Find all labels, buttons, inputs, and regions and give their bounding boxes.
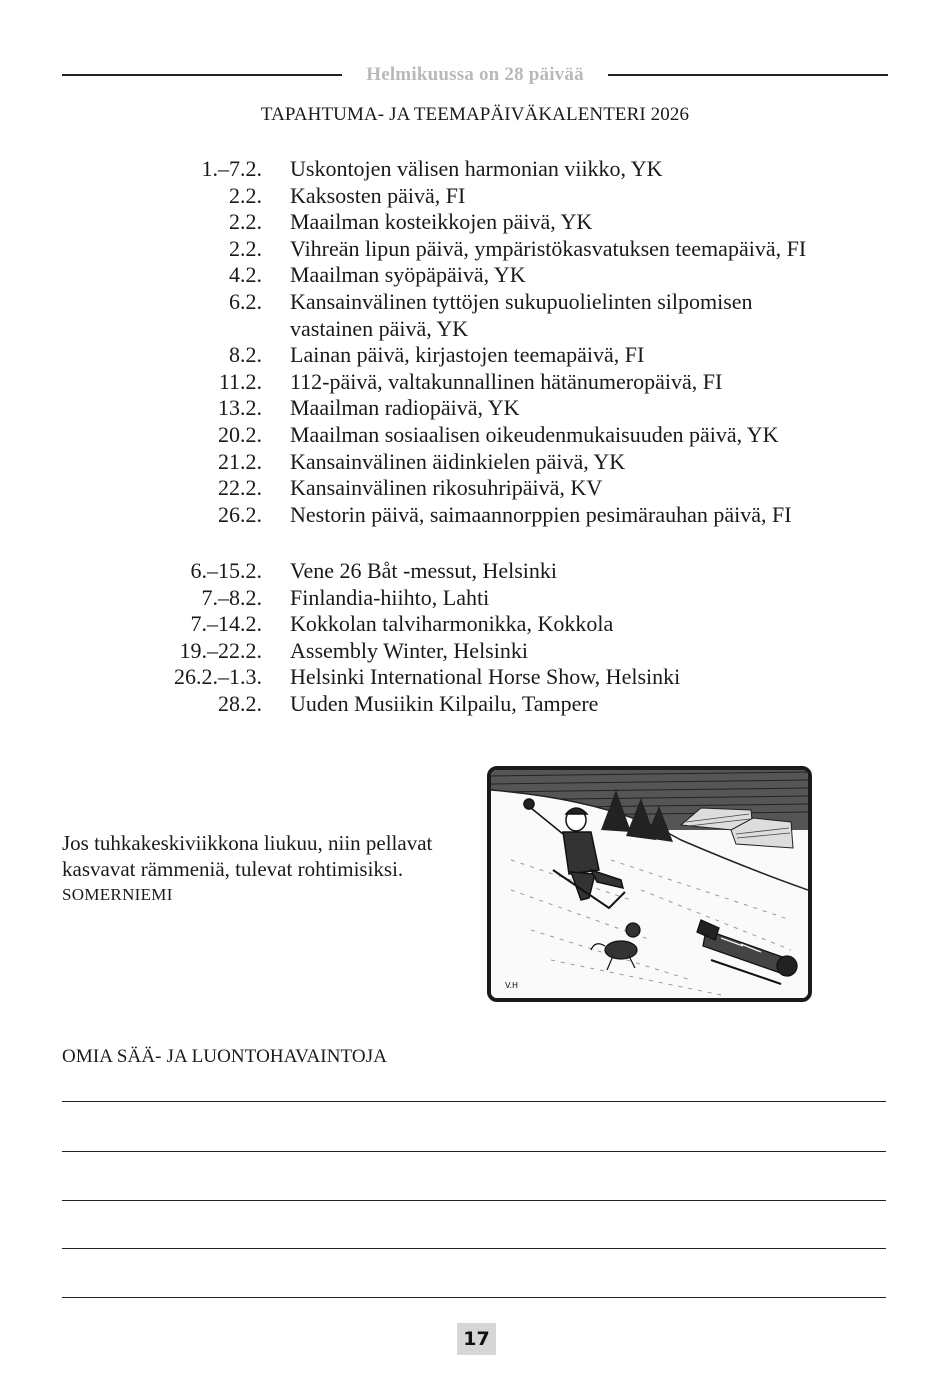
event-text: Vene 26 Båt -messut, Helsinki [290,558,558,583]
event-date: 21.2. [218,448,262,474]
event-text: Vihreän lipun päivä, ympäristökasvatuksen teemapäivä, FI [290,235,807,261]
list-item [0,664,950,691]
running-head [62,60,888,90]
event-date: 8.2. [229,342,262,368]
event-text: Nestorin päivä, saimaannorppien pesimärauhan päivä, FI [290,501,792,527]
proverb-line-1: Jos tuhkakeskiviikkona liukuu, niin pellavat [62,831,433,855]
event-date: 2.2. [229,209,262,235]
event-date: 11.2. [218,368,262,394]
list-item [0,502,950,529]
note-line[interactable] [62,1101,886,1102]
event-text: Lainan päivä, kirjastojen teemapäivä, FI [290,342,645,368]
proverb-line-2: kasvavat rämmeniä, tulevat rohtimisiksi. [62,857,404,881]
event-date: 7.–14.2. [190,611,262,637]
event-date: 7.–8.2. [201,584,262,610]
page-number: 17 [457,1323,496,1355]
event-date: 4.2. [229,262,262,288]
event-text: 112-päivä, valtakunnallinen hätänumeropäivä, FI [290,368,723,394]
note-line[interactable] [62,1248,886,1249]
event-date: 26.2.–1.3. [174,664,262,690]
list-item [0,183,950,210]
list-item-continuation [0,316,950,343]
running-head-title: Helmikuussa on 28 päivää [366,64,584,85]
event-date: 1.–7.2. [201,156,262,181]
event-text: Maailman syöpäpäivä, YK [290,262,526,288]
weather-proverb [62,830,432,908]
note-line[interactable] [62,1297,886,1298]
event-text: Assembly Winter, Helsinki [290,637,528,663]
event-text: Maailman sosiaalisen oikeudenmukaisuuden päivä, YK [290,421,779,447]
list-item [0,156,950,183]
event-date: 13.2. [218,395,262,421]
list-item [0,691,950,718]
event-date: 6.2. [229,288,262,314]
list-item [0,289,950,316]
list-item [0,422,950,449]
list-item [0,209,950,236]
event-date: 6.–15.2. [190,558,262,583]
event-text: Kansainvälinen rikosuhripäivä, KV [290,475,603,501]
list-item [0,475,950,502]
event-date [0,316,262,343]
event-text: Kansainvälinen tyttöjen sukupuolielinten silpomisen [290,288,753,314]
event-text: Maailman radiopäivä, YK [290,395,520,421]
list-item [0,236,950,263]
event-text: Kaksosten päivä, FI [290,182,466,208]
event-date: 19.–22.2. [179,637,262,663]
event-date: 26.2. [218,501,262,527]
event-date: 2.2. [229,182,262,208]
event-text: Helsinki International Horse Show, Helsinki [290,664,681,690]
calendar-title: TAPAHTUMA- JA TEEMAPÄIVÄKALENTERI 2026 [260,104,690,125]
note-line[interactable] [62,1151,886,1152]
list-item [0,638,950,665]
events-list [0,558,950,718]
event-text: Uskontojen välisen harmonian viikko, YK [290,156,663,181]
event-date: 28.2. [218,690,262,716]
event-date: 22.2. [218,475,262,501]
divider-left [62,74,342,76]
sledding-scene-image [491,770,808,998]
proverb-source: SOMERNIEMI [62,885,173,904]
event-text: Kokkolan talviharmonikka, Kokkola [290,611,614,637]
list-item [0,342,950,369]
event-date: 20.2. [218,421,262,447]
notes-heading: OMIA SÄÄ- JA LUONTOHAVAINTOJA [62,1046,388,1067]
artist-signature: V.H [505,981,518,990]
list-item [0,585,950,612]
list-item [0,262,950,289]
event-text: Finlandia-hiihto, Lahti [290,584,490,610]
event-text: vastainen päivä, YK [290,315,469,341]
list-item [0,449,950,476]
sledding-illustration [487,766,812,1002]
list-item [0,611,950,638]
event-date: 2.2. [229,235,262,261]
event-text: Uuden Musiikin Kilpailu, Tampere [290,690,599,716]
divider-right [608,74,888,76]
list-item [0,558,950,585]
list-item [0,395,950,422]
event-text: Kansainvälinen äidinkielen päivä, YK [290,448,626,474]
list-item [0,369,950,396]
note-line[interactable] [62,1200,886,1201]
event-text: Maailman kosteikkojen päivä, YK [290,209,593,235]
theme-days-list [0,156,950,528]
